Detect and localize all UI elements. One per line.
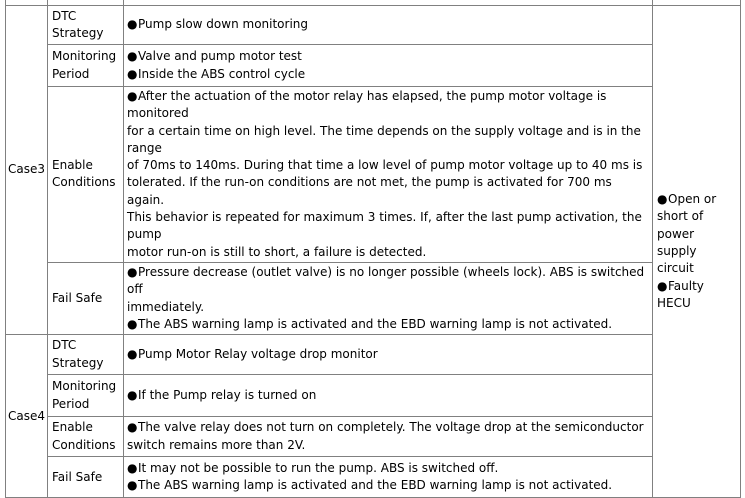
bullet-icon: ● [127,388,138,402]
bullet-line: ●The ABS warning lamp is activated and the EBD warning lamp is not activated. [127,316,649,333]
bullet-line: ●Pressure decrease (outlet valve) is no longer possible (wheels lock). ABS is switched off [127,264,645,297]
table-row [6,6,741,45]
text-line: of 70ms to 140ms. During that time a low level of pump motor voltage up to 40 ms is [127,158,643,173]
dtc-table [5,0,741,498]
row-label: Monitoring Period [48,45,124,87]
bullet-icon: ● [127,347,138,361]
row-label: Fail Safe [48,457,124,498]
row-content [124,262,653,334]
bullet-icon: ● [127,66,138,81]
table-row [6,262,741,334]
row-content [124,417,653,457]
cause-line: HECU [657,295,691,310]
row-content [124,6,653,45]
cause-line: ●Faulty [657,278,736,295]
text-line: switch remains more than 2V. [127,437,306,452]
bullet-icon: ● [127,89,138,103]
row-label: Enable Conditions [48,417,124,457]
bullet-icon: ● [127,478,138,493]
bullet-icon: ● [127,316,138,331]
row-label: Monitoring Period [48,375,124,417]
bullet-icon: ● [657,278,668,293]
row-label: DTC Strategy [48,6,124,45]
row-content [124,45,653,87]
cause-line: circuit [657,261,694,276]
table-row [6,457,741,498]
bullet-line: ●If the Pump relay is turned on [127,387,649,404]
bullet-line: ●The ABS warning lamp is activated and the EBD warning lamp is not activated. [127,477,649,494]
bullet-line: ●The valve relay does not turn on completely. The voltage drop at the semiconductor [127,419,649,436]
bullet-line: ●Valve and pump motor test [127,48,649,65]
table-row [6,45,741,87]
row-label: Fail Safe [48,262,124,334]
table-row [6,375,741,417]
row-content [124,335,653,375]
bullet-line: ●It may not be possible to run the pump. ABS is switched off. [127,460,649,477]
bullet-icon: ● [127,264,138,279]
bullet-line: ●Pump slow down monitoring [127,16,649,33]
row-content [124,457,653,498]
case-label: Case3 [6,6,48,335]
text-line: for a certain time on high level. The time depends on the supply voltage and is in the range [127,123,641,155]
cause-line: short of [657,209,704,224]
row-content [124,375,653,417]
row-content [124,87,653,263]
cause-cell [653,6,741,498]
bullet-icon: ● [127,460,138,475]
table-row [6,335,741,375]
bullet-icon: ● [127,420,138,435]
row-label: Enable Conditions [48,87,124,263]
text-line: immediately. [127,299,205,314]
table-row [6,87,741,263]
text-line: tolerated. If the run-on conditions are not met, the pump is activated for 700 ms again. [127,175,612,207]
cause-line: ●Open or [657,191,736,208]
bullet-icon: ● [127,17,138,32]
text-line: This behavior is repeated for maximum 3 times. If, after the last pump activation, the pump [127,210,642,242]
bullet-line: ●After the actuation of the motor relay has elapsed, the pump motor voltage is monitored [127,89,607,121]
bullet-icon: ● [657,192,668,207]
bullet-line: ●Pump Motor Relay voltage drop monitor [127,346,649,363]
bullet-line: ●Inside the ABS control cycle [127,66,649,83]
table-row [6,417,741,457]
bullet-icon: ● [127,49,138,64]
text-line: motor run-on is still to short, a failure is detected. [127,244,427,259]
cause-line: power supply [657,226,697,258]
case-label: Case4 [6,335,48,498]
row-label: DTC Strategy [48,335,124,375]
